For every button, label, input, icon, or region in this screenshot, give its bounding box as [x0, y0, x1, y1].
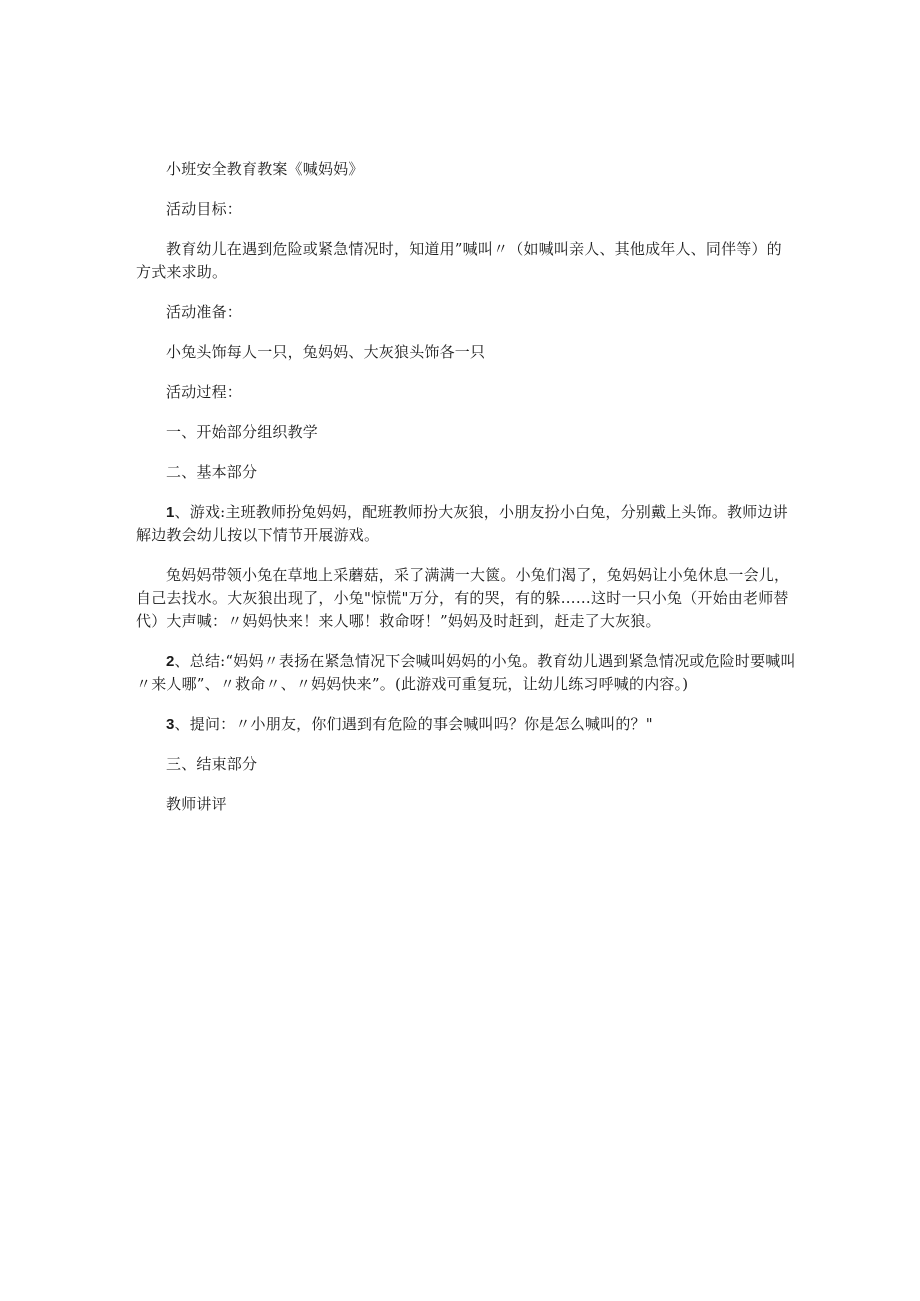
goal-heading: 活动目标： [166, 200, 243, 218]
step-two-paragraph [136, 650, 796, 696]
section-one-heading: 一、开始部分组织教学 [166, 423, 319, 441]
process-heading: 活动过程： [166, 383, 243, 401]
step-three-number: 3 [166, 716, 175, 733]
goal-text: 教育幼儿在遇到危险或紧急情况时，知道用”喊叫〃（如喊叫亲人、其他成年人、同伴等）的方式来求助。 [136, 240, 782, 281]
prep-heading: 活动准备： [166, 303, 243, 321]
step-one-paragraph [136, 501, 796, 547]
closing-text: 教师讲评 [166, 795, 227, 813]
section-two-heading: 二、基本部分 [166, 463, 258, 481]
step-two-number: 2 [166, 653, 175, 670]
document-body [136, 158, 796, 816]
document-title: 小班安全教育教案《喊妈妈》 [166, 160, 364, 178]
story-paragraph: 兔妈妈带领小兔在草地上采蘑菇，采了满满一大篋。小兔们渴了，兔妈妈让小兔休息一会儿，自己去找水。大灰狼出现了，小兔"惊慌"万分，有的哭，有的躲……这时一只小兔（开始由老师替代）大声喊：〃妈妈快来！来人哪！救命呀！”妈妈及时赶到，赶走了大灰狼。 [136, 566, 790, 630]
prep-text: 小兔头饰每人一只，兔妈妈、大灰狼头饰各一只 [166, 343, 486, 361]
step-one-text: 、游戏:主班教师扮兔妈妈，配班教师扮大灰狼，小朋友扮小白兔，分别戴上头饰。教师边讲解边教会幼儿按以下情节开展游戏。 [136, 503, 788, 544]
step-two-text: 、总结:“妈妈〃表扬在紧急情况下会喊叫妈妈的小兔。教育幼儿遇到紧急情况或危险时要喊叫〃来人哪”、〃救命〃、〃妈妈快来”。(此游戏可重复玩，让幼儿练习呼喊的内容。) [136, 652, 796, 693]
step-three-paragraph [136, 713, 796, 736]
section-three-heading: 三、结束部分 [166, 755, 258, 773]
step-one-number: 1 [166, 504, 175, 521]
step-three-text: 、提问：〃小朋友，你们遇到有危险的事会喊叫吗？你是怎么喊叫的？" [174, 715, 653, 733]
